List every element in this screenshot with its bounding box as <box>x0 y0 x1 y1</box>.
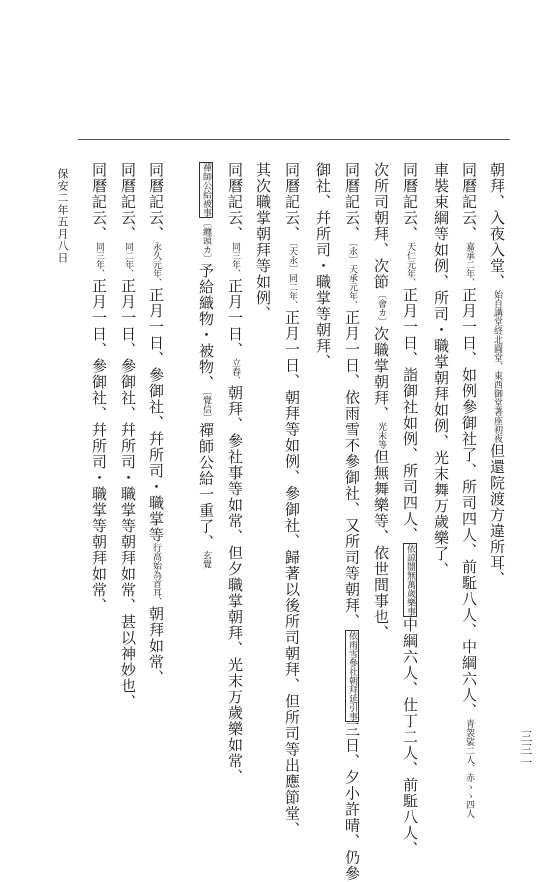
column-text: 同曆記云、 <box>343 162 361 242</box>
headnote-box: 依雨雪參社朝拜延引事 <box>347 630 357 721</box>
column-text: 正月一日、如例參御社了、所司四人、前駈八人、中綱六人、 <box>460 287 478 719</box>
column-text: 朝拜如常、 <box>147 606 165 686</box>
editorial-note: 〔會カ〕 <box>376 290 386 326</box>
column-text: 正月一日、參御社、幷所司・職掌等 <box>147 287 165 543</box>
header-rule <box>78 139 510 140</box>
text-column-13 <box>117 162 139 710</box>
column-text: 同曆記云、 <box>226 162 244 242</box>
column-text: 中綱六人、仕丁二人、前駈八人、 <box>401 617 419 857</box>
column-text: 禪師公給一重了、 <box>197 422 215 551</box>
headnote-box: 依諒闇無萬歲樂事 <box>405 544 415 616</box>
interlinear-note: 同三年、 <box>230 242 240 278</box>
column-text: 朝拜、入夜入堂、 <box>488 162 506 290</box>
text-column-3 <box>430 162 452 578</box>
interlinear-note: 嘉承二年、 <box>464 242 474 287</box>
column-text: 正月一日、朝拜等如例、參御社、歸著以後所司朝拜、但所司等出應節堂、 <box>283 309 301 838</box>
text-column-5 <box>370 162 392 641</box>
column-text: 正月一日、參御社、幷所司・職掌等朝拜如常、甚以神妙也、 <box>119 278 137 710</box>
column-text: 同曆記云、 <box>147 162 165 242</box>
column-text: 同曆記云、 <box>460 162 478 242</box>
column-text: 正月一日、依雨雪不參御社、又所司等朝拜、 <box>343 309 361 630</box>
column-text: 次職掌朝拜、 <box>372 326 390 422</box>
column-text: 次所司朝拜、次節 <box>372 162 390 290</box>
headnote-box: 禪師公給被事 <box>201 163 211 217</box>
text-column-4 <box>399 162 421 857</box>
text-column-1 <box>486 162 508 587</box>
interlinear-note: 永久元年、 <box>151 242 161 287</box>
editorial-note: 〔覺信〕 <box>201 391 211 423</box>
text-column-12 <box>145 162 167 686</box>
column-text: 但還院渡方違所耳、 <box>488 443 506 587</box>
column-text: 正月一日、詣御社如例、所司四人、 <box>401 287 419 543</box>
column-text: 正月一日、 <box>226 278 244 358</box>
column-text: 同曆記云、 <box>119 162 137 242</box>
editorial-note: 〔纏頭カ〕 <box>201 218 211 263</box>
interlinear-note: 〔永〕天承元年、 <box>347 242 357 310</box>
interlinear-note: 同三年、 <box>94 242 104 278</box>
interlinear-note: 〔天永〕同二年、 <box>287 242 297 310</box>
text-column-9 <box>252 162 274 322</box>
column-text: 其次職掌朝拜等如例、 <box>254 162 272 322</box>
interlinear-note: 玄覺 <box>201 550 211 569</box>
interlinear-note: 立春、 <box>230 358 240 385</box>
interlinear-note: 青袈裟二人、赤ゝゝ四人 <box>464 719 474 818</box>
text-column-8 <box>281 162 303 838</box>
column-text: 同曆記云、 <box>401 162 419 242</box>
interlinear-note: 天仁元年、 <box>405 242 415 287</box>
text-column-14 <box>88 162 110 614</box>
column-text: 但無舞樂等、依世間事也、 <box>372 449 390 641</box>
interlinear-note: 行高始為首耳、 <box>151 543 161 606</box>
column-text: 朝拜、參社事等如常、但夕職掌朝拜、光末万歲樂如常、 <box>226 385 244 785</box>
marginal-date: 保安二年五月八日 <box>56 168 69 264</box>
text-column-10 <box>224 162 246 785</box>
interlinear-note: 同二年、 <box>123 242 133 278</box>
column-text: 三日、夕小許晴、仍參 <box>343 721 361 882</box>
column-text: 車裝束綱等如例、所司・職掌朝拜如例、光末舞万歲樂了、 <box>432 162 450 578</box>
text-column-11 <box>195 162 217 569</box>
text-column-6 <box>341 162 363 882</box>
column-text: 同曆記云、 <box>283 162 301 242</box>
column-text: 正月一日、參御社、幷所司・職掌等朝拜如常、 <box>90 278 108 614</box>
column-text: 同曆記云、 <box>90 162 108 242</box>
interlinear-note: 始自講堂終北圓堂、東西御堂著座初夜 <box>492 290 502 443</box>
text-column-2 <box>458 162 480 818</box>
column-text: 御社、幷所司・職掌等朝拜、 <box>314 162 332 370</box>
column-text: 予給織物・被物、 <box>197 263 215 391</box>
interlinear-note: 光末等 <box>376 422 386 449</box>
page-number: 三三一 <box>519 730 533 769</box>
text-column-7 <box>312 162 334 370</box>
